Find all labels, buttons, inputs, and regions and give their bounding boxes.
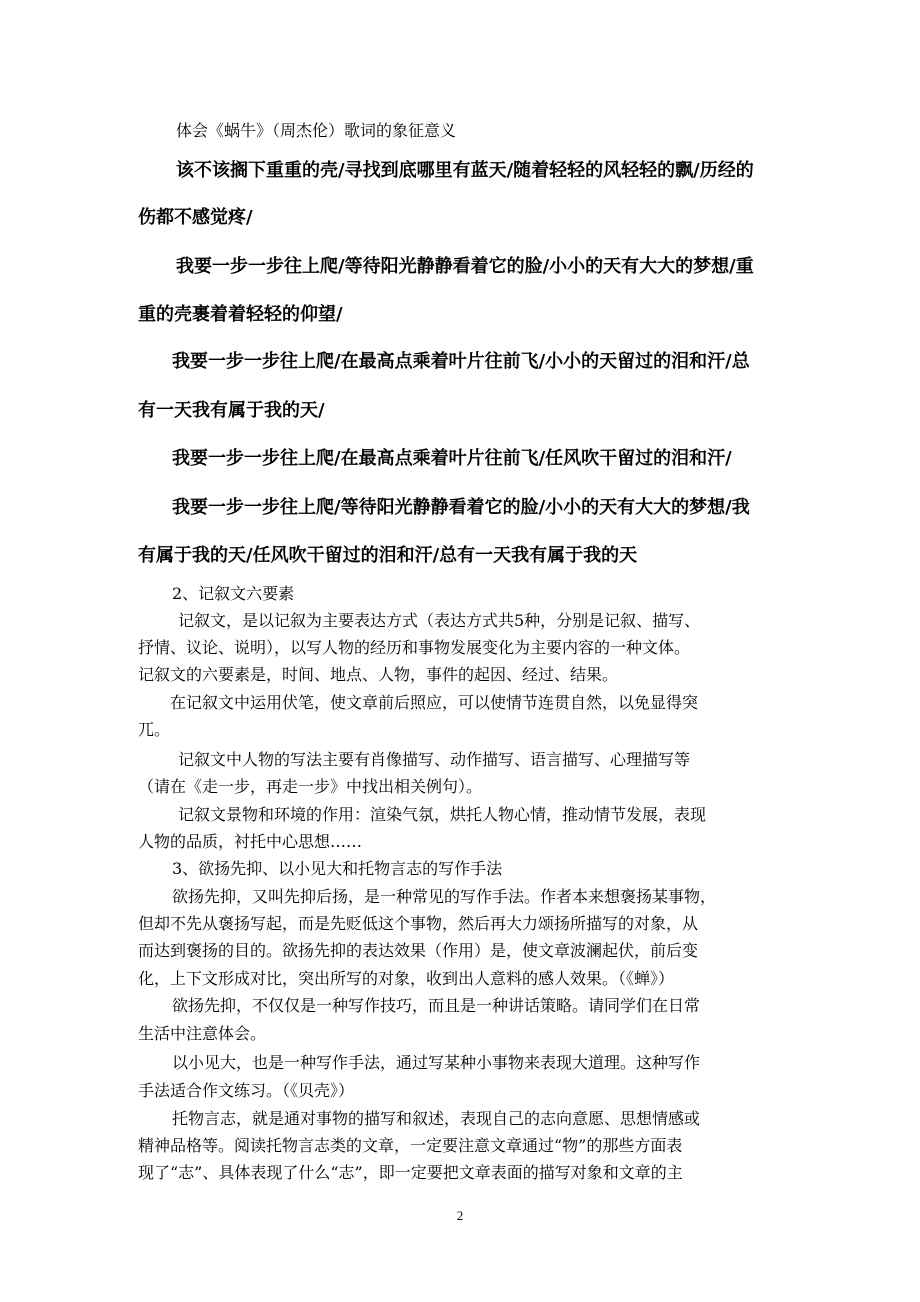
section-3-line: 化，上下文形成对比，突出所写的对象，收到出人意料的感人效果。（《蝉》） (138, 969, 675, 988)
lyric-line-2: 伤都不感觉疼/ (138, 207, 253, 228)
section-3-line: 精神品格等。阅读托物言志类的文章，一定要注意文章通过“物”的那些方面表 (138, 1136, 683, 1155)
section-3-line: 欲扬先抑，不仅仅是一种写作技巧，而且是一种讲话策略。请同学们在日常 (172, 996, 701, 1015)
section-3-line: 以小见大，也是一种写作手法，通过写某种小事物来表现大道理。这种写作 (172, 1053, 701, 1072)
lyric-line-5: 我要一步一步往上爬/在最高点乘着叶片往前飞/小小的天留过的泪和汗/总 (172, 351, 750, 372)
lyric-line-4: 重的壳裹着着轻轻的仰望/ (138, 304, 343, 325)
section-2-line: 人物的品质，衬托中心思想…… (138, 832, 363, 851)
section-3-line: 现了“志”、具体表现了什么“志”，即一定要把文章表面的描写对象和文章的主 (138, 1163, 683, 1182)
page-number: 2 (456, 1208, 464, 1223)
section-2-line: 记叙文景物和环境的作用：渲染气氛，烘托人物心情，推动情节发展，表现 (178, 805, 707, 824)
section-2-line: 记叙文中人物的写法主要有肖像描写、动作描写、语言描写、心理描写等 (178, 750, 691, 769)
lyric-line-3: 我要一步一步往上爬/等待阳光静静看着它的脸/小小的天有大大的梦想/重 (176, 256, 754, 277)
section-2-line: 记叙文的六要素是，时间、地点、人物，事件的起因、经过、结果。 (138, 665, 619, 684)
lyrics-heading: 体会《蜗牛》（周杰伦）歌词的象征意义 (176, 121, 457, 140)
lyric-line-9: 有属于我的天/任风吹干留过的泪和汗/总有一天我有属于我的天 (138, 545, 638, 566)
section-2-title: 2、记叙文六要素 (172, 584, 295, 603)
section-2-line: （请在《走一步，再走一步》中找出相关例句）。 (138, 777, 483, 796)
section-3-line: 生活中注意体会。 (138, 1024, 267, 1043)
section-2-line: 记叙文，是以记叙为主要表达方式（表达方式共5种，分别是记叙、描写、 (178, 611, 701, 630)
lyric-line-7: 我要一步一步往上爬/在最高点乘着叶片往前飞/任风吹干留过的泪和汗/ (172, 448, 732, 469)
section-3-line: 而达到褒扬的目的。欲扬先抑的表达效果（作用）是，使文章波澜起伏，前后变 (138, 941, 699, 960)
section-3-title: 3、欲扬先抑、以小见大和托物言志的写作手法 (172, 859, 503, 878)
section-2-line: 抒情、议论、说明），以写人物的经历和事物发展变化为主要内容的一种文体。 (138, 638, 691, 657)
section-3-line: 欲扬先抑，又叫先抑后扬，是一种常见的写作手法。作者本来想褒扬某事物， (172, 887, 717, 906)
section-3-line: 托物言志，就是通对事物的描写和叙述，表现自己的志向意愿、思想情感或 (172, 1109, 701, 1128)
lyric-line-8: 我要一步一步往上爬/等待阳光静静看着它的脸/小小的天有大大的梦想/我 (172, 497, 750, 518)
section-3-line: 手法适合作文练习。（《贝壳》） (138, 1081, 355, 1100)
section-2-line: 兀。 (138, 720, 171, 739)
lyric-line-1: 该不该搁下重重的壳/寻找到底哪里有蓝天/随着轻轻的风轻轻的飘/历经的 (176, 160, 754, 181)
section-2-line: 在记叙文中运用伏笔，使文章前后照应，可以使情节连贯自然，以免显得突 (170, 693, 699, 712)
section-3-line: 但却不先从褒扬写起，而是先贬低这个事物，然后再大力颂扬所描写的对象，从 (138, 914, 699, 933)
lyric-line-6: 有一天我有属于我的天/ (138, 400, 325, 421)
